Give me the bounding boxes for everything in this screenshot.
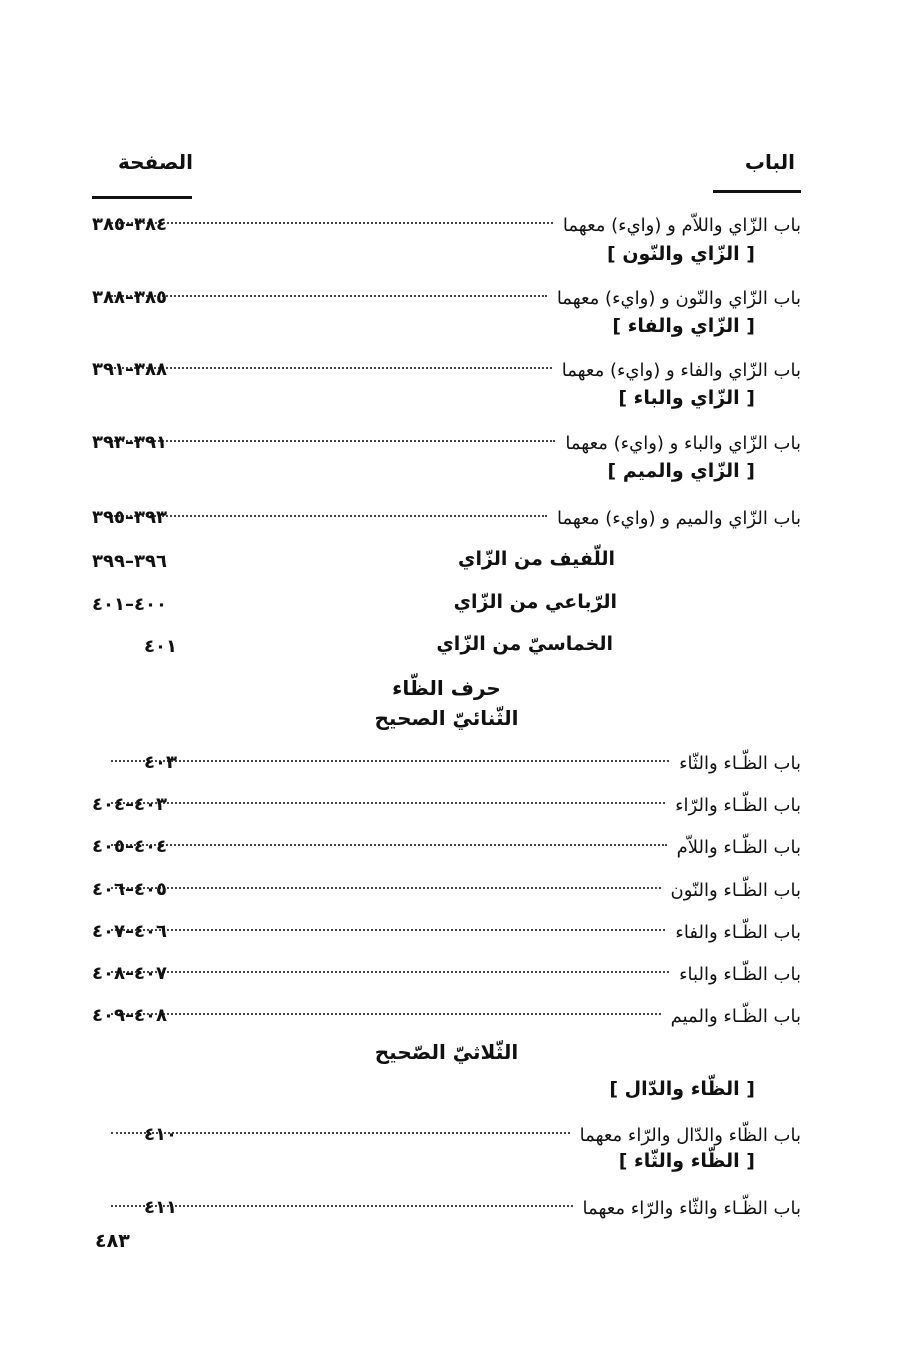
entry-pages: ٤٠٣–٤٠٤ xyxy=(92,794,167,815)
entry-title: باب الظّـاء والفاء xyxy=(675,921,801,943)
entry-pages: ٣٨٨–٣٩١ xyxy=(92,359,167,380)
entry-title: باب الظّـاء والميم xyxy=(670,1005,801,1027)
section-label: الرّباعي من الزّاي xyxy=(453,591,617,613)
toc-entry xyxy=(101,832,801,862)
entry-pages: ٤١٠ xyxy=(144,1124,177,1145)
bilateral-heading: الثّنائيّ الصحيح xyxy=(374,706,519,730)
section-label: اللّفيف من الزّاي xyxy=(458,548,615,570)
toc-entry xyxy=(101,428,801,458)
toc-entry xyxy=(101,355,801,385)
entry-title: باب الظّاء والدّال والرّاء معهما xyxy=(579,1124,801,1146)
entry-subheading: [ الزّاي والنّون ] xyxy=(607,243,755,265)
toc-entry xyxy=(101,210,801,240)
entry-title: باب الظّـاء واللاّم xyxy=(676,836,801,858)
entry-title: باب الزّاي والميم و (وايء) معهما xyxy=(556,507,801,529)
entry-pages: ٣٨٤–٣٨٥ xyxy=(92,214,167,235)
entry-pages: ٣٩٣–٣٩٥ xyxy=(92,507,167,528)
toc-entry xyxy=(101,1193,801,1223)
toc-entry xyxy=(101,1120,801,1150)
entry-pages: ٤٠٥–٤٠٦ xyxy=(92,879,167,900)
section-pages: ٤٠٠–٤٠١ xyxy=(92,594,167,615)
header-page-rule xyxy=(92,196,192,199)
entry-subheading: [ الزّاي والباء ] xyxy=(618,387,755,409)
entry-title: باب الزّاي واللاّم و (وايء) معهما xyxy=(562,214,801,236)
toc-entry xyxy=(101,1001,801,1031)
section-pages: ٣٩٦–٣٩٩ xyxy=(92,551,167,572)
entry-pages: ٤٠٨–٤٠٩ xyxy=(92,1005,167,1026)
trilateral-heading: الثّلاثيّ الصّحيح xyxy=(374,1040,519,1064)
toc-entry xyxy=(101,790,801,820)
entry-title: باب الزّاي والنّون و (وايء) معهما xyxy=(556,287,801,309)
toc-entry xyxy=(101,283,801,313)
entry-title: باب الظّـاء والباء xyxy=(679,963,801,985)
page-number: ٤٨٣ xyxy=(95,1230,130,1252)
entry-title: باب الظّـاء والرّاء xyxy=(675,794,801,816)
subheading-dal: [ الظّاء والدّال ] xyxy=(609,1078,755,1100)
entry-title: باب الظّـاء والثّاء xyxy=(679,752,801,774)
entry-pages: ٤١١ xyxy=(144,1197,177,1218)
header-chapter-rule xyxy=(713,190,801,193)
section-label: الخماسيّ من الزّاي xyxy=(436,633,613,655)
toc-entry xyxy=(101,917,801,947)
header-page: الصفحة xyxy=(118,150,194,174)
entry-title: باب الظّـاء والنّون xyxy=(670,879,801,901)
entry-title: باب الظّـاء والثّاء والرّاء معهما xyxy=(582,1197,801,1219)
entry-pages: ٣٩١–٣٩٣ xyxy=(92,432,167,453)
entry-pages: ٤٠٧–٤٠٨ xyxy=(92,963,167,984)
letter-heading: حرف الظّاء xyxy=(392,676,501,700)
entry-pages: ٣٨٥–٣٨٨ xyxy=(92,287,167,308)
entry-pages: ٤٠٤–٤٠٥ xyxy=(92,836,167,857)
toc-entry xyxy=(101,503,801,533)
entry-subheading: [ الزّاي والميم ] xyxy=(607,460,755,482)
header-chapter: الباب xyxy=(744,150,795,174)
entry-pages: ٤٠٣ xyxy=(144,752,177,773)
entry-subheading: [ الزّاي والفاء ] xyxy=(612,315,755,337)
section-pages: ٤٠١ xyxy=(144,636,177,657)
entry-subheading: [ الظّاء والثّاء ] xyxy=(618,1150,755,1172)
toc-entry xyxy=(101,959,801,989)
toc-entry xyxy=(101,875,801,905)
entry-title: باب الزّاي والباء و (وايء) معهما xyxy=(565,432,801,454)
toc-entry xyxy=(101,748,801,778)
entry-title: باب الزّاي والفاء و (وايء) معهما xyxy=(561,359,801,381)
entry-pages: ٤٠٦–٤٠٧ xyxy=(92,921,167,942)
